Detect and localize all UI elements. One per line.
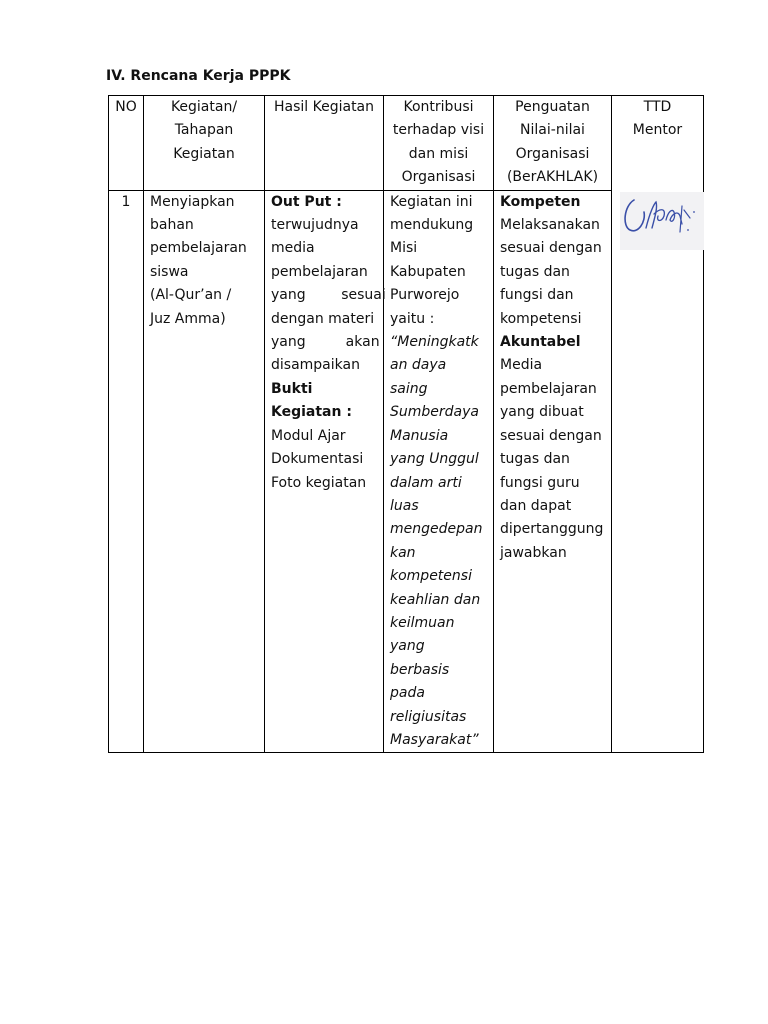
- row-penguatan: [494, 190, 612, 753]
- kompeten-line: sesuai dengan: [500, 240, 602, 257]
- bukti-line: Modul Ajar: [271, 427, 346, 444]
- akuntabel-line: jawabkan: [500, 544, 567, 561]
- quote-line: “Meningkatk: [390, 334, 479, 351]
- quote-line: keahlian dan: [390, 591, 481, 608]
- quote-line: berbasis: [390, 661, 450, 678]
- kontribusi-line: Misi: [390, 240, 418, 257]
- header-kegiatan-line: Kegiatan/: [170, 99, 238, 115]
- bukti-line: Foto kegiatan: [271, 474, 367, 491]
- row-kontribusi: [384, 190, 494, 753]
- quote-line: yang Unggul: [390, 451, 479, 468]
- kompeten-line: fungsi dan: [500, 287, 574, 304]
- kontribusi-line: yaitu :: [390, 310, 435, 327]
- quote-line: pada: [390, 685, 425, 702]
- header-hasil: [265, 96, 384, 191]
- output-line: pembelajaran: [271, 263, 368, 280]
- bukti-label: Bukti: [271, 380, 313, 397]
- kontribusi-line: Kegiatan ini: [390, 193, 473, 210]
- kontribusi-line: Kabupaten: [390, 263, 466, 280]
- header-penguatan-line: Nilai-nilai: [520, 122, 585, 139]
- header-kontribusi: [384, 96, 494, 191]
- header-ttd-line: TTD: [643, 99, 672, 115]
- header-hasil-line: Hasil Kegiatan: [273, 99, 375, 115]
- kegiatan-line: Menyiapkan: [150, 193, 235, 210]
- row-kegiatan: [144, 190, 265, 753]
- row-hasil: [265, 190, 384, 753]
- kegiatan-line: (Al-Qur’an /: [150, 287, 232, 304]
- output-line: dengan materi: [271, 310, 375, 327]
- header-kontribusi-line: dan misi: [408, 145, 469, 162]
- kontribusi-line: Purworejo: [390, 287, 460, 304]
- output-line: disampaikan: [271, 357, 360, 374]
- header-penguatan-line: Penguatan: [515, 99, 590, 115]
- kompeten-line: tugas dan: [500, 263, 570, 280]
- quote-line: kan: [390, 544, 416, 561]
- header-kontribusi-line: Kontribusi: [403, 99, 474, 115]
- header-kontribusi-line: Organisasi: [401, 169, 476, 186]
- quote-line: an daya: [390, 357, 447, 374]
- bukti-line: Dokumentasi: [271, 451, 364, 468]
- akuntabel-line: sesuai dengan: [500, 427, 602, 444]
- quote-line: saing: [390, 380, 428, 397]
- akuntabel-label: Akuntabel: [500, 334, 581, 351]
- quote-line: Masyarakat”: [390, 731, 479, 748]
- akuntabel-line: tugas dan: [500, 451, 570, 468]
- section-heading: IV. Rencana Kerja PPPK: [106, 68, 291, 84]
- akuntabel-line: yang dibuat: [500, 404, 584, 421]
- quote-line: religiusitas: [390, 708, 467, 725]
- quote-line: keilmuan: [390, 614, 455, 631]
- output-line: yang akan: [271, 334, 380, 351]
- table-row: [109, 190, 704, 753]
- akuntabel-line: fungsi guru: [500, 474, 580, 491]
- kegiatan-line: Juz Amma): [150, 310, 226, 327]
- header-kontribusi-line: terhadap visi: [392, 122, 485, 139]
- row-no: 1: [109, 190, 144, 753]
- header-kegiatan: [144, 96, 265, 191]
- kegiatan-line: siswa: [150, 263, 189, 280]
- output-line: terwujudnya: [271, 217, 359, 234]
- bukti-label: Kegiatan :: [271, 404, 352, 421]
- kompeten-line: kompetensi: [500, 310, 582, 327]
- quote-line: luas: [390, 497, 419, 514]
- output-line: yang sesuai: [271, 287, 386, 304]
- quote-line: mengedepan: [390, 521, 483, 538]
- quote-line: kompetensi: [390, 568, 472, 585]
- header-kegiatan-line: Tahapan: [174, 122, 234, 139]
- kompeten-line: Melaksanakan: [500, 217, 600, 234]
- quote-line: Sumberdaya: [390, 404, 479, 421]
- quote-line: dalam arti: [390, 474, 462, 491]
- signature-icon: [620, 190, 704, 252]
- output-label: Out Put :: [271, 193, 342, 210]
- header-ttd: [612, 96, 704, 191]
- quote-line: Manusia: [390, 427, 449, 444]
- output-line: media: [271, 240, 315, 257]
- work-plan-table: [108, 95, 704, 753]
- kontribusi-line: mendukung: [390, 217, 474, 234]
- header-penguatan-line: (BerAKHLAK): [506, 169, 599, 186]
- akuntabel-line: dipertanggung: [500, 521, 604, 538]
- table-header-row: [109, 96, 704, 191]
- akuntabel-line: dan dapat: [500, 497, 572, 514]
- kegiatan-line: bahan: [150, 217, 194, 234]
- header-kegiatan-line: Kegiatan: [173, 145, 235, 162]
- header-ttd-line: Mentor: [632, 122, 683, 139]
- kompeten-label: Kompeten: [500, 193, 581, 210]
- row-ttd: [612, 190, 704, 753]
- quote-line: yang: [390, 638, 425, 655]
- header-no: NO: [109, 96, 144, 191]
- kegiatan-line: pembelajaran: [150, 240, 247, 257]
- header-penguatan-line: Organisasi: [515, 145, 590, 162]
- header-penguatan: [494, 96, 612, 191]
- akuntabel-line: pembelajaran: [500, 380, 597, 397]
- akuntabel-line: Media: [500, 357, 543, 374]
